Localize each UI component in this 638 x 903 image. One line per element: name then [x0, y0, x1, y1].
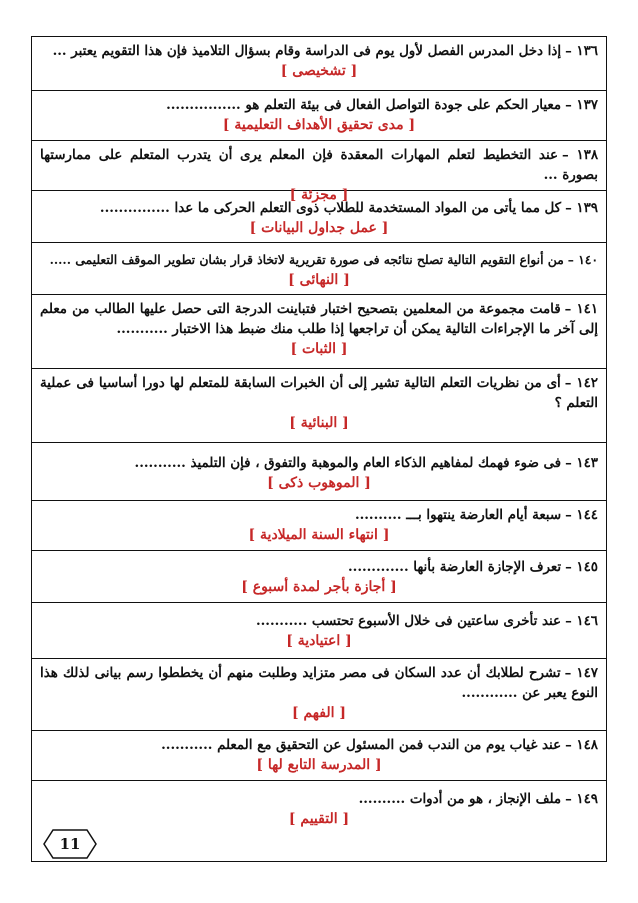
answer: [ اعتيادية ] — [286, 633, 352, 649]
question-number: ١٤٩ – — [565, 791, 598, 807]
question-text: عند التخطيط لتعلم المهارات المعقدة فإن المعلم يرى أن يتدرب المتعلم على ممارستها بصورة ... — [40, 147, 598, 183]
page-number-badge — [43, 829, 97, 859]
question-number: ١٤١ – — [564, 301, 599, 317]
question-text: تشرح لطلابك أن عدد السكان فى مصر متزايد وطلبت منهم أن يخططوا رسم بيانى لذلك هذا النوع يعبر عن ............ — [40, 665, 598, 701]
question-140 — [32, 243, 606, 295]
question-number: ١٤٣ – — [565, 455, 598, 471]
answer: [ التقييم ] — [288, 811, 350, 827]
question-number: ١٤٦ – — [565, 613, 598, 629]
question-text: أى من نظريات التعلم التالية تشير إلى أن الخبرات السابقة للمتعلم لها دورا أساسيا فى عملية التعلم ؟ — [40, 375, 598, 411]
question-text: كل مما يأتى من المواد المستخدمة للطلاب ذوى التعلم الحركى ما عدا ............... — [99, 200, 562, 216]
answer: [ انتهاء السنة الميلادية ] — [248, 527, 390, 543]
question-145 — [32, 551, 606, 603]
question-number: ١٣٨ – — [562, 147, 599, 163]
question-number: ١٣٦ – — [565, 43, 598, 59]
question-text: معيار الحكم على جودة التواصل الفعال فى بيئة التعلم هو ................ — [166, 97, 562, 113]
page-number: 11 — [59, 835, 81, 853]
question-142 — [32, 369, 606, 443]
question-139 — [32, 191, 606, 243]
question-text: عند تأخرى ساعتين فى خلال الأسبوع تحتسب ........... — [255, 613, 562, 629]
page-frame — [31, 36, 607, 862]
answer: [ الثبات ] — [290, 341, 348, 357]
answer: [ مجزئة ] — [289, 187, 349, 203]
answer: [ المدرسة التابع لها ] — [256, 757, 382, 773]
question-text: إذا دخل المدرس الفصل لأول يوم فى الدراسة وقام بسؤال التلاميذ فإن هذا التقويم يعتبر ... — [52, 43, 562, 59]
question-138 — [32, 141, 606, 203]
question-number: ١٤٧ – — [564, 665, 598, 681]
question-text: قامت مجموعة من المعلمين بتصحيح اختبار فتباينت الدرجة التى حصل عليها الطالب من معلم إلى آخر ما الإجراءات التالية يمكن أن تراجعها إذا طلب منك ضبط هذا الاختبار ........... — [40, 301, 598, 337]
answer: [ تشخيصى ] — [280, 63, 358, 79]
question-text: سبعة أيام العارضة ينتهوا بـــ .......... — [354, 507, 562, 523]
question-144 — [32, 501, 606, 551]
answer: [ مدى تحقيق الأهداف التعليمية ] — [222, 117, 416, 133]
question-149 — [32, 781, 606, 843]
answer: [ البنائية ] — [289, 415, 349, 431]
question-141 — [32, 295, 606, 369]
question-146 — [32, 603, 606, 659]
question-text: من أنواع التقويم التالية تصلح نتائجه فى صورة تقريرية لاتخاذ قرار بشان تطوير الموقف التعليمى ..... — [49, 252, 564, 267]
answer: [ أجازة بأجر لمدة أسبوع ] — [241, 579, 397, 595]
answer: [ الفهم ] — [291, 705, 346, 721]
question-text: ملف الإنجاز ، هو من أدوات .......... — [358, 791, 562, 807]
question-number: ١٤٥ – — [565, 559, 598, 575]
question-text: عند غياب يوم من الندب فمن المسئول عن التحقيق مع المعلم ........... — [161, 737, 562, 753]
question-number: ١٣٩ – — [565, 200, 598, 216]
question-143 — [32, 443, 606, 501]
question-number: ١٤٢ – — [564, 375, 598, 391]
question-number: ١٣٧ – — [565, 97, 598, 113]
answer: [ الموهوب ذكى ] — [267, 475, 371, 491]
question-147 — [32, 659, 606, 731]
question-number: ١٤٨ – — [565, 737, 598, 753]
answer: [ النهائى ] — [288, 272, 350, 288]
question-number: ١٤٤ – — [565, 507, 598, 523]
question-text: فى ضوء فهمك لمفاهيم الذكاء العام والموهبة والتفوق ، فإن التلميذ ........... — [134, 455, 562, 471]
answer: [ عمل جداول البيانات ] — [249, 220, 389, 236]
question-137 — [32, 91, 606, 141]
question-136 — [32, 37, 606, 91]
question-text: تعرف الإجازة العارضة بأنها ............. — [348, 559, 562, 575]
question-148 — [32, 731, 606, 781]
question-number: ١٤٠ – — [567, 252, 598, 267]
